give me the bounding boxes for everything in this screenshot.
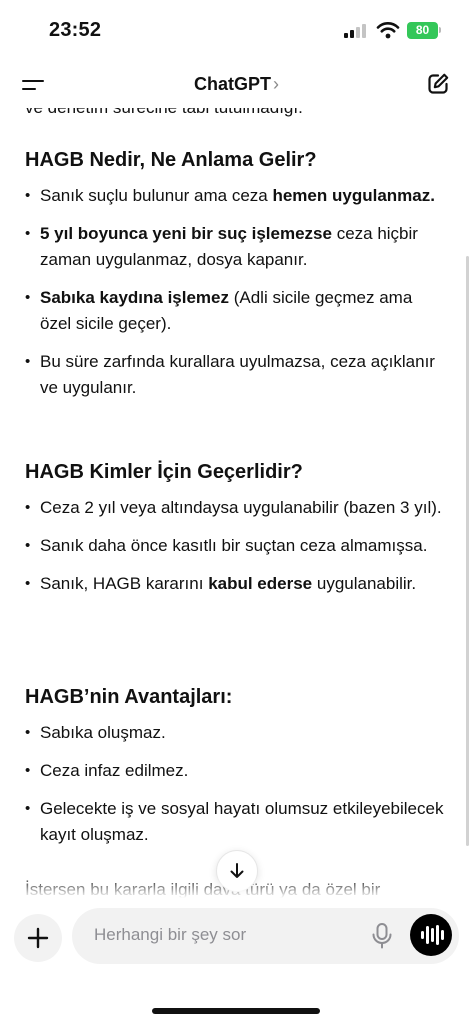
bold-text: 5 yıl boyunca yeni bir suç işlemezse — [40, 224, 332, 243]
text-run: ceza hiçbir zaman uygulanmaz, dosya kapanır. — [40, 224, 418, 269]
text-run: Sanık suçlu bulunur ama ceza — [40, 186, 273, 205]
status-time: 23:52 — [49, 19, 102, 41]
section-hagb-nedir — [25, 147, 445, 401]
list-item — [25, 221, 445, 273]
text-run: Sabıka oluşmaz. — [40, 723, 166, 742]
list-item — [25, 533, 445, 559]
header-title: ChatGPT — [193, 74, 271, 94]
section-heading: HAGB Nedir, Ne Anlama Gelir? — [25, 149, 317, 171]
bullet-list — [25, 183, 445, 401]
status-bar — [0, 0, 473, 62]
voice-mode-icon[interactable] — [410, 914, 452, 956]
section-heading: HAGB Kimler İçin Geçerlidir? — [25, 461, 303, 483]
list-item — [25, 183, 445, 209]
bold-text: hemen uygulanmaz. — [272, 186, 435, 205]
plus-icon[interactable] — [14, 914, 62, 962]
bold-text: kabul ederse — [208, 574, 313, 593]
message-input[interactable] — [94, 925, 354, 945]
home-indicator — [152, 1008, 320, 1014]
text-run: Sanık daha önce kasıtlı bir suçtan ceza almamışsa. — [40, 536, 428, 555]
section-hagb-avantajlari — [25, 684, 445, 848]
list-item — [25, 285, 445, 337]
list-item — [25, 349, 445, 401]
list-item — [25, 796, 445, 848]
text-run: Bu süre zarfında kurallara uyulmazsa, ceza açıklanır ve uygulanır. — [40, 352, 435, 397]
bold-text: Sabıka kaydına işlemez — [40, 288, 229, 307]
text-run: (Adli sicile geçmez ama özel sicile geçer). — [40, 288, 413, 333]
list-item — [25, 720, 445, 746]
section-hagb-kimler — [25, 459, 445, 597]
model-selector[interactable] — [0, 74, 473, 95]
list-item — [25, 758, 445, 784]
chevron-right-icon: › — [273, 74, 279, 94]
bullet-list — [25, 495, 445, 597]
text-run: Gelecekte iş ve sosyal hayatı olumsuz etkileyebilecek kayıt oluşmaz. — [40, 799, 444, 844]
compose-icon[interactable] — [426, 72, 450, 96]
list-item — [25, 495, 445, 521]
composer — [0, 898, 473, 1024]
list-item — [25, 571, 445, 597]
text-run: Ceza 2 yıl veya altındaysa uygulanabilir (bazen 3 yıl). — [40, 498, 442, 517]
text-run: Sanık, HAGB kararını — [40, 574, 209, 593]
cellular-signal-icon — [344, 24, 370, 38]
bullet-list — [25, 720, 445, 848]
chat-content[interactable] — [0, 108, 473, 908]
message-input-container[interactable] — [72, 908, 459, 964]
battery-icon: 80 — [407, 22, 438, 39]
text-run: uygulanabilir. — [312, 574, 417, 593]
header — [0, 62, 473, 108]
microphone-icon[interactable] — [370, 922, 394, 950]
section-heading: HAGB’nin Avantajları: — [25, 686, 233, 708]
battery-tip — [439, 27, 441, 33]
scrollbar[interactable] — [466, 256, 469, 846]
wifi-icon — [377, 21, 399, 39]
text-run: Ceza infaz edilmez. — [40, 761, 189, 780]
